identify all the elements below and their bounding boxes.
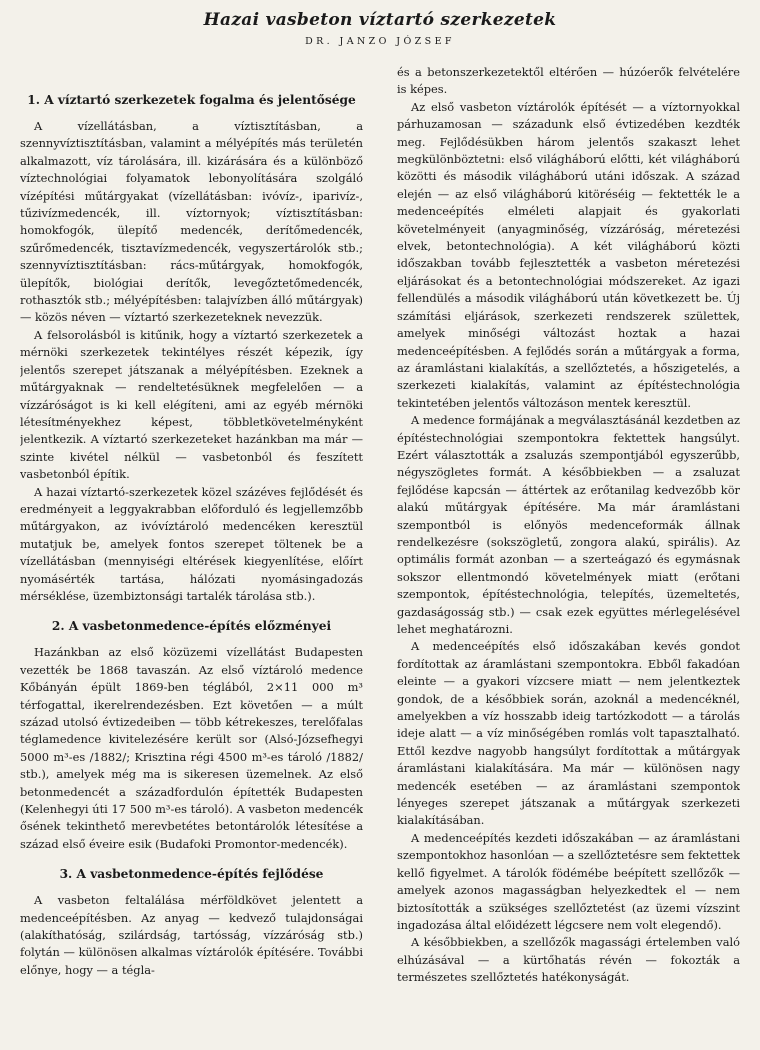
- paragraph: és a betonszerkezetektől eltérően — húzóerők felvételére is képes.: [397, 65, 740, 97]
- paragraph: Az első vasbeton víztárolók építését — a víztornyokkal párhuzamosan — századunk első évtizedében kezdték meg. Fejlődésükben három jelentős szakaszt lehet megkülönböztetni: első világháború előtti, két világháború közötti és második világháború utáni időszak. A század elején — az első világháború kitöréséig — fektették le a medenceépítés elméleti alapjait és gyakorlati követelményeit (anyagminőség, vízzáróság, méretezési elvek, betontechnológia). A két világháború közti időszakban tovább fejlesztették a vasbeton méretezési eljárásokat és a betontechnológiai módszereket. Az igazi fellendülés a második világháború után következett be. Új számítási eljárások, szerkezeti rendszerek születtek, amelyek minőségi változást hoztak a hazai medenceépítésben. A fejlődés során a műtárgyak a forma, az áramlástani kialakítás, a szellőztetés, a hőszigetelés, a szerkezeti kialakítás, valamint az építéstechnológia tekintetében jelentős változáson mentek keresztül.: [397, 99, 740, 410]
- paragraph: A vízellátásban, a víztisztításban, a szennyvíztisztításban, valamint a mélyépítés más területén alkalmazott, víz tárolására, ill. kizárására és a különböző víztechnológiai folyamatok lebonyolítására szolgáló vízépítési műtárgyakat (vízellátásban: ivóvíz-, iparivíz-, tűzivízmedencék, ill. víztornyok; víztisztításban: homokfogók, ülepítő medencék, derítőmedencék, szűrőmedencék, tisztavízmedencék, vegyszertárolók stb.; szennyvíztisztításban: rács-műtárgyak, homokfogók, ülepítők, biológiai derítők, levegőztetőmedencék, rothasztók stb.; mélyépítésben: talajvízben álló műtárgyak) — közös néven — víztartó szerkezeteknek nevezzük.: [20, 119, 363, 325]
- section-2-heading: 2. A vasbetonmedence-építés előzményei: [51, 619, 332, 634]
- paragraph: A hazai víztartó-szerkezetek közel százéves fejlődését és eredményeit a leggyakrabban előforduló és legjellemzőbb műtárgyakon, az ivóvíztároló medencéken keresztül mutatjuk be, amelyek fontos szerepet töltenek be a vízellátásban (mennyiségi eltérések kiegyenlítése, előírt nyomásérték tartása, hálózati nyomásingadozás mérséklése, üzembiztonsági tartalék tárolása stb.).: [20, 484, 363, 603]
- paragraph: Hazánkban az első közüzemi vízellátást Budapesten vezették be 1868 tavaszán. Az első víztároló medence Kőbányán épült 1869-ben téglából, 2×11 000 m³ térfogattal, ikerelrendezésben. Ezt követően — a múlt század utolsó évtizedeiben — több kétrekeszes, terelőfalas téglamedence kivitelezésére került sor (Alsó-Józsefhegyi 5000 m³-es /1882/; Krisztina régi 4500 m³-es tároló /1882/ stb.), amelyek még ma is sikeresen üzemelnek. Az első betonmedencét a századfordulón építették Budapesten (Kelenhegyi úti 17 500 m³-es tároló). A vasbeton medencék ősének tekinthető merevbetétes betontárolók létesítése a század első éveire esik (Budafoki Promontor-medencék).: [20, 645, 363, 851]
- paragraph: A medenceépítés első időszakában kevés gondot fordítottak az áramlástani szempontokra. Ebből fakadóan eleinte — a gyakori vízcsere miatt — nem jelentkeztek gondok, de a későbbiek során, azoknál a medencéknél, amelyekben a víz hosszabb ideig tartózkodott — a tárolás ideje alatt — a víz minőségében romlás volt tapasztalható. Ettől kezdve nagyobb hangsúlyt fordítottak a műtárgyak áramlástani kialakítására. Ma már — különösen nagy medencék esetében — az áramlástani szempontok lényeges szerepet játszanak a műtárgyak szerkezeti kialakításában.: [397, 639, 740, 828]
- article-body: [20, 64, 740, 1050]
- paragraph: A későbbiekben, a szellőzők magassági értelemben való elhúzásával — a kürtőhatás révén — fokozták a természetes szellőztetés hatékonyságát.: [397, 935, 740, 985]
- paragraph: A felsorolásból is kitűnik, hogy a víztartó szerkezetek a mérnöki szerkezetek tekintélyes részét képezik, így jelentős szerepet játszanak a mélyépítésben. Ezeknek a műtárgyaknak — rendeltetésüknek megfelelően — a vízzáróságot is ki kell elégíteni, ami az egyéb mérnöki létesítményekhez képest, többletkövetelményként jelentkezik. A víztartó szerkezeteket hazánkban ma már — szinte kivétel nélkül — vasbetonból és feszített vasbetonból építik.: [20, 327, 363, 482]
- paragraph: A medenceépítés kezdeti időszakában — az áramlástani szempontokhoz hasonlóan — a szellőztetésre sem fektettek kellő figyelmet. A tárolók födémébe beépített szellőzők — amelyek azonos magasságban helyezkedtek el — nem biztosították a szükséges szellőztetést (az üzemi vízszint ingadozása által előidézett légcsere nem volt elegendő).: [397, 830, 740, 932]
- paragraph: A medence formájának a megválasztásánál kezdetben az építéstechnológiai szempontokra fektettek hangsúlyt. Ezért választották a zsaluzás szempontjából egyszerűbb, négyszögletes formát. A későbbiekben — a zsaluzat fejlődése kapcsán — áttértek az erőtanilag kedvezőbb kör alakú műtárgyak építésére. Ma már áramlástani szempontból is előnyös medenceformák állnak rendelkezésre (sokszögletű, zongora alakú, spirális). Az optimális formát azonban — a szerteágazó és egymásnak sokszor ellentmondó követelmények miatt (erőtani szempontok, építéstechnológia, telepítés, üzemeltetés, gazdaságosság stb.) — csak ezek együttes mérlegelésével lehet meghatározni.: [397, 413, 740, 636]
- paragraph: A vasbeton feltalálása mérföldkövet jelentett a medenceépítésben. Az anyag — kedvező tulajdonságai (alakíthatóság, szilárdság, tartósság, vízzáróság stb.) folytán — különösen alkalmas víztárolók építésére. További előnye, hogy — a tégla-: [20, 893, 363, 977]
- left-column: [20, 64, 363, 1050]
- article-title: Hazai vasbeton víztartó szerkezetek: [203, 10, 557, 30]
- section-3-heading: 3. A vasbetonmedence-építés fejlődése: [59, 867, 324, 882]
- right-column: [397, 64, 740, 1050]
- section-1-heading: 1. A víztartó szerkezetek fogalma és jelentősége: [27, 93, 356, 107]
- article-author: DR. JANZO JÓZSEF: [305, 36, 455, 47]
